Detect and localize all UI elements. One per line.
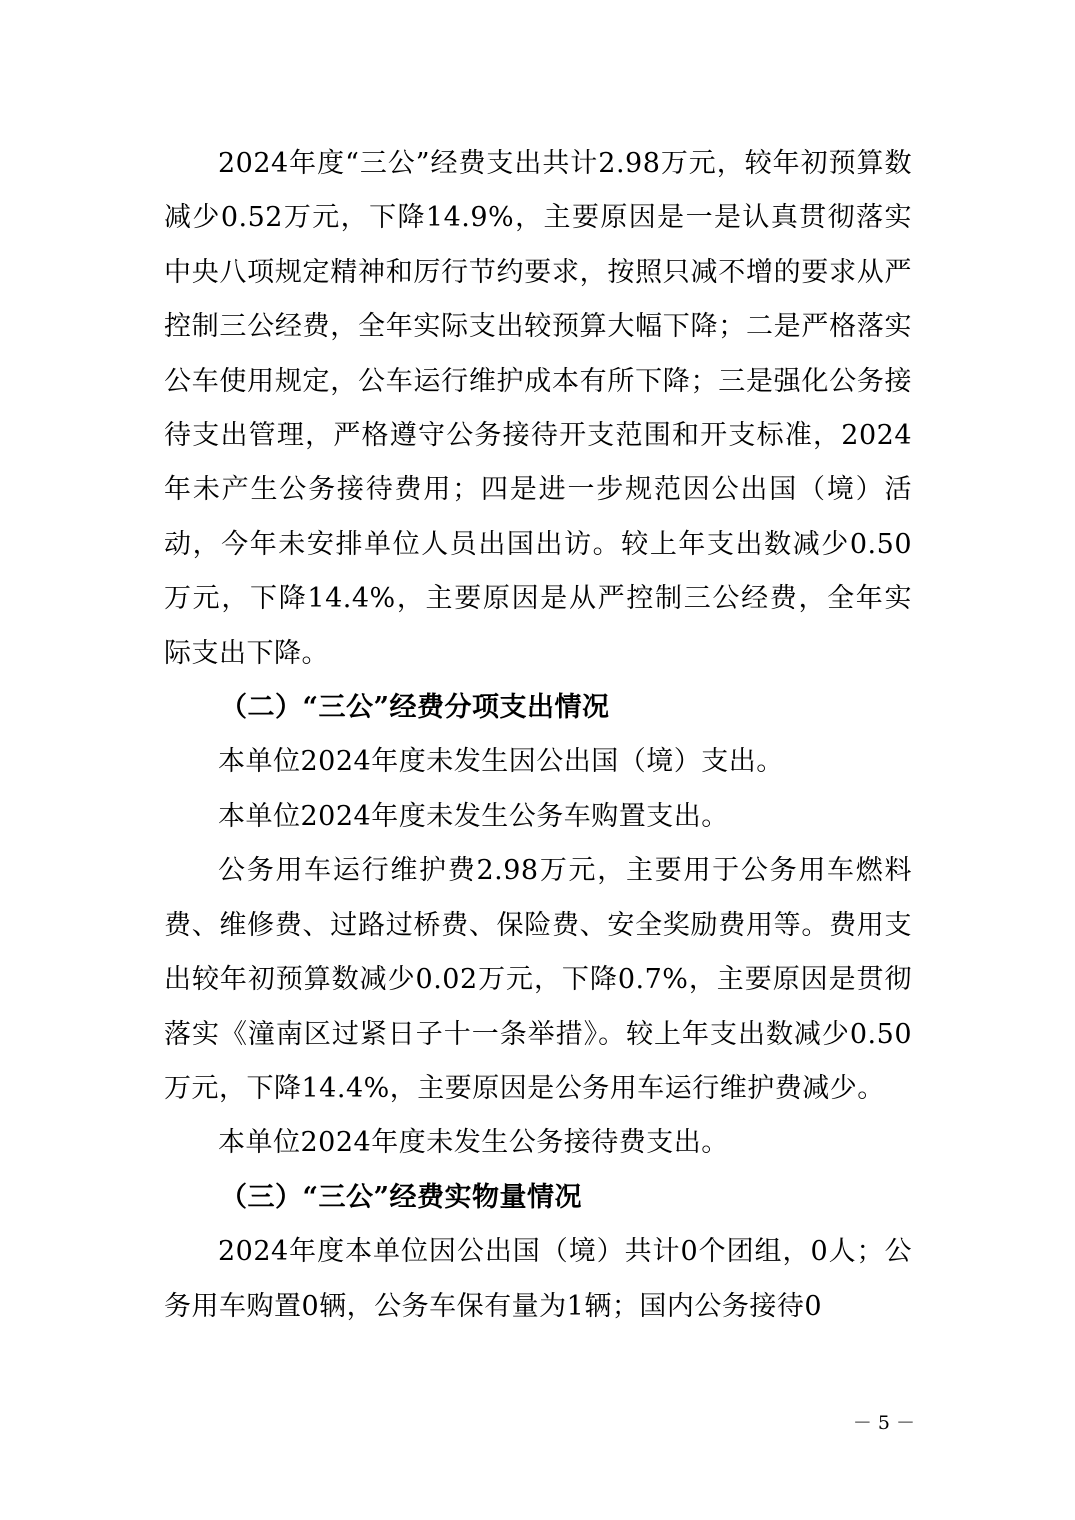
paragraph-vehicle-maintenance: 公务用车运行维护费2.98万元，主要用于公务用车燃料费、维修费、过路过桥费、保险费、安全奖励费用等。费用支出较年初预算数减少0.02万元，下降0.7%，主要原因是贯彻落实《潼南区过紧日子十一条举措》。较上年支出数减少0.50万元，下降14.4%，主要原因是公务用车运行维护费减少。 — [164, 855, 912, 1104]
section-heading-itemized: （二）“三公”经费分项支出情况 — [220, 692, 610, 724]
document-body — [164, 137, 912, 1334]
paragraph-vehicle-purchase: 本单位2024年度未发生公务车购置支出。 — [218, 800, 729, 832]
section-heading-physical: （三）“三公”经费实物量情况 — [220, 1181, 583, 1213]
paragraph-physical-quantity: 2024年度本单位因公出国（境）共计0个团组，0人；公务用车购置0辆，公务车保有量为1辆；国内公务接待0 — [164, 1236, 912, 1322]
paragraph-total-expenditure: 2024年度“三公”经费支出共计2.98万元，较年初预算数减少0.52万元，下降14.9%，主要原因是一是认真贯彻落实中央八项规定精神和厉行节约要求，按照只减不增的要求从严控制三公经费，全年实际支出较预算大幅下降；二是严格落实公车使用规定，公车运行维护成本有所下降；三是强化公务接待支出管理，严格遵守公务接待开支范围和开支标准，2024年未产生公务接待费用；四是进一步规范因公出国（境）活动，今年未安排单位人员出国出访。较上年支出数减少0.50万元，下降14.4%，主要原因是从严控制三公经费，全年实际支出下降。 — [164, 148, 912, 669]
paragraph-reception: 本单位2024年度未发生公务接待费支出。 — [218, 1127, 729, 1159]
page-number: － 5 － — [852, 1412, 915, 1434]
paragraph-overseas: 本单位2024年度未发生因公出国（境）支出。 — [218, 746, 784, 778]
